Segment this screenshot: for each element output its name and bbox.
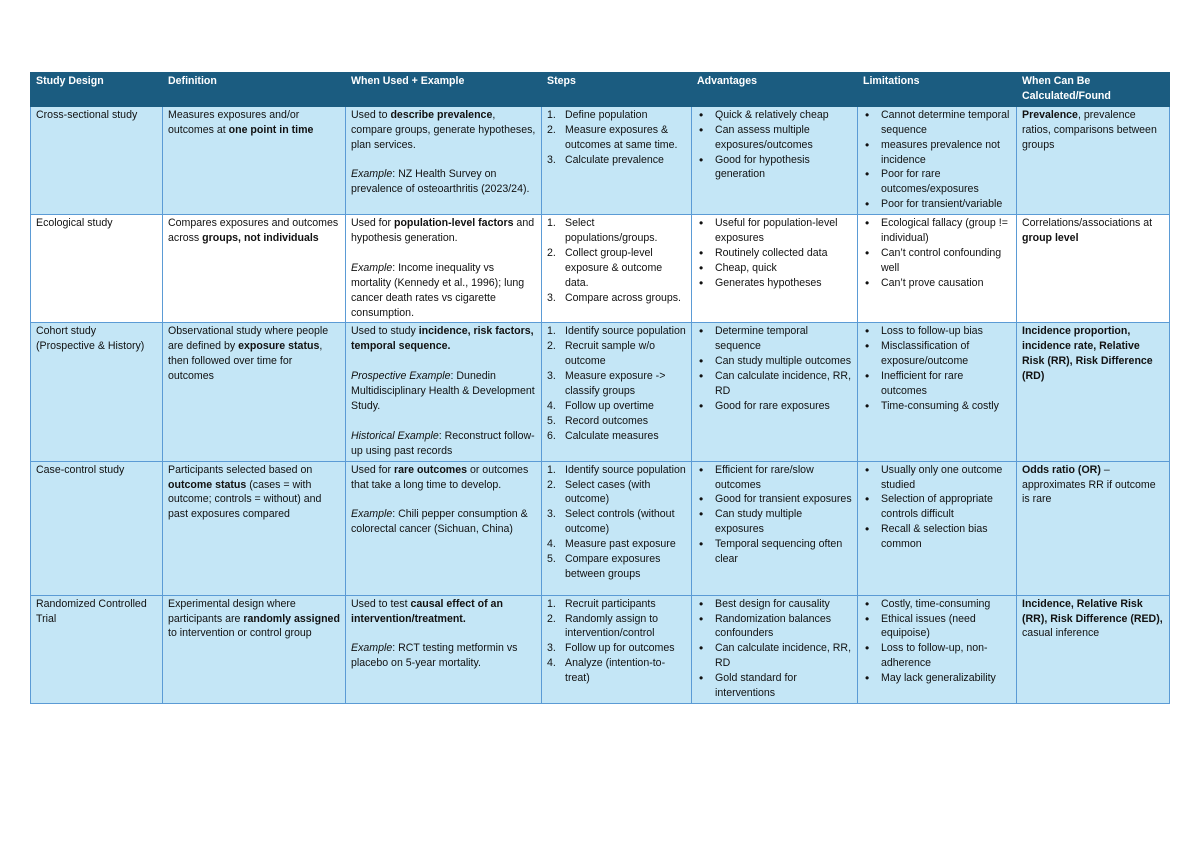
text-run: Incidence, Relative Risk (RR), Risk Difference (RED), — [1022, 597, 1163, 625]
advantage-item: • Good for transient exposures — [697, 492, 852, 507]
text-run: : Reconstruct follow-up using past records — [351, 429, 535, 457]
cell-advantages — [692, 106, 858, 214]
text-run: Example — [351, 261, 393, 274]
step-item — [547, 339, 686, 369]
paragraph — [351, 108, 536, 153]
step-text: Recruit participants — [565, 597, 656, 610]
paragraph — [351, 216, 536, 246]
advantage-item: • Quick & relatively cheap — [697, 108, 852, 123]
advantage-item: • Good for hypothesis generation — [697, 153, 852, 183]
paragraph — [351, 429, 536, 459]
table-row — [31, 215, 1170, 323]
cell-definition — [163, 106, 346, 214]
text-run: one point in time — [228, 123, 314, 136]
table-row — [31, 461, 1170, 595]
cell-study-design: Randomized Controlled Trial — [31, 595, 163, 703]
cell-steps — [542, 323, 692, 461]
step-item — [547, 552, 686, 582]
cell-study-design: Cohort study (Prospective & History) — [31, 323, 163, 461]
step-text: Measure exposure -> classify groups — [565, 370, 666, 398]
advantages-list — [697, 597, 852, 701]
step-item — [547, 108, 686, 123]
step-number: 3. — [547, 370, 556, 383]
paragraph — [351, 463, 536, 493]
text-run: Example — [351, 508, 393, 521]
step-text: Compare across groups. — [565, 291, 681, 304]
cell-advantages — [692, 323, 858, 461]
step-number: 6. — [547, 429, 556, 442]
step-number: 2. — [547, 612, 556, 625]
text-run: Correlations/associations at — [1022, 217, 1153, 230]
text-run: groups, not individuals — [202, 232, 319, 245]
step-item — [547, 291, 686, 306]
text-run: Used for — [351, 217, 394, 230]
step-item — [547, 612, 686, 642]
steps-list — [547, 324, 686, 443]
advantage-item: • Generates hypotheses — [697, 276, 852, 291]
step-text: Randomly assign to intervention/control — [565, 612, 659, 640]
text-run: Measures exposures and/or outcomes at — [168, 108, 300, 136]
step-text: Define population — [565, 108, 648, 121]
limitation-item: • Loss to follow-up, non-adherence — [863, 641, 1011, 671]
cell-when-used — [346, 323, 542, 461]
step-number: 2. — [547, 123, 556, 136]
limitations-list — [863, 324, 1011, 413]
cell-when-used — [346, 215, 542, 323]
header-row — [31, 73, 1170, 107]
cell-when-used — [346, 106, 542, 214]
step-text: Analyze (intention-to-treat) — [565, 657, 666, 685]
step-item — [547, 414, 686, 429]
step-number: 4. — [547, 400, 556, 413]
header-when-used: When Used + Example — [346, 73, 542, 107]
paragraph — [351, 369, 536, 414]
steps-list — [547, 216, 686, 305]
limitation-item: • Selection of appropriate controls difficult — [863, 492, 1011, 522]
cell-limitations — [858, 106, 1017, 214]
step-item — [547, 429, 686, 444]
step-text: Measure exposures & outcomes at same time. — [565, 123, 678, 151]
cell-study-design: Cross-sectional study — [31, 106, 163, 214]
advantage-item: • Can assess multiple exposures/outcomes — [697, 123, 852, 153]
limitation-item: • Can’t control confounding well — [863, 246, 1011, 276]
step-item — [547, 641, 686, 656]
cell-study-design: Case-control study — [31, 461, 163, 595]
cell-steps — [542, 595, 692, 703]
advantage-item: • Can study multiple exposures — [697, 507, 852, 537]
text-run: Historical Example — [351, 429, 439, 442]
text-run: Participants selected based on — [168, 463, 313, 476]
cell-definition — [163, 461, 346, 595]
text-run: Prevalence — [1022, 108, 1078, 121]
advantages-list — [697, 216, 852, 291]
steps-list — [547, 463, 686, 582]
step-text: Follow up overtime — [565, 400, 654, 413]
step-text: Follow up for outcomes — [565, 642, 675, 655]
limitations-list — [863, 463, 1011, 552]
advantage-item: • Cheap, quick — [697, 261, 852, 276]
limitation-item: • Time-consuming & costly — [863, 399, 1011, 414]
step-text: Compare exposures between groups — [565, 553, 661, 580]
text-run: (cases = with outcome; controls = without) and past exposures compared — [168, 478, 322, 521]
step-number: 2. — [547, 478, 556, 491]
limitation-item: • measures prevalence not incidence — [863, 138, 1011, 168]
cell-when-used — [346, 595, 542, 703]
text-run: : Chili pepper consumption & colorectal cancer (Sichuan, China) — [351, 508, 528, 536]
advantage-item: • Best design for causality — [697, 597, 852, 612]
text-run: – approximates RR if outcome is rare — [1022, 463, 1156, 506]
text-run: to intervention or control group — [168, 627, 312, 640]
cell-definition — [163, 595, 346, 703]
limitation-item: • Can’t prove causation — [863, 276, 1011, 291]
text-run: : Income inequality vs mortality (Kennedy et al., 1996); lung cancer death rates vs cigarette consumption. — [351, 261, 525, 319]
advantage-item: • Randomization balances confounders — [697, 612, 852, 642]
header-steps: Steps — [542, 73, 692, 107]
cell-when-calculated — [1017, 323, 1170, 461]
limitation-item: • Recall & selection bias common — [863, 522, 1011, 552]
text-run: rare outcomes — [393, 463, 467, 476]
limitation-item: • May lack generalizability — [863, 671, 1011, 686]
text-run: Compares exposures and outcomes across — [168, 217, 339, 245]
table-body — [31, 106, 1170, 703]
limitations-list — [863, 597, 1011, 686]
limitation-item: • Ethical issues (need equipoise) — [863, 612, 1011, 642]
study-design-table — [30, 72, 1170, 704]
text-run: , then followed over time for outcomes — [168, 340, 323, 383]
step-text: Calculate prevalence — [565, 153, 664, 166]
header-when-calculated: When Can Be Calculated/Found — [1017, 73, 1170, 107]
limitation-item: • Usually only one outcome studied — [863, 463, 1011, 493]
advantage-item: • Can calculate incidence, RR, RD — [697, 641, 852, 671]
advantage-item: • Routinely collected data — [697, 246, 852, 261]
paragraph — [351, 641, 536, 671]
cell-when-used — [346, 461, 542, 595]
step-number: 1. — [547, 108, 556, 121]
text-run: : RCT testing metformin vs placebo on 5-year mortality. — [351, 642, 518, 670]
text-run: randomly assigned — [243, 612, 340, 625]
advantage-item: • Good for rare exposures — [697, 399, 852, 414]
step-text: Select populations/groups. — [565, 217, 658, 245]
header-study-design: Study Design — [31, 73, 163, 107]
step-number: 5. — [547, 414, 556, 427]
text-run: Example — [351, 168, 393, 181]
text-run: Prospective Example — [351, 370, 451, 383]
paragraph — [351, 167, 536, 197]
cell-when-calculated — [1017, 461, 1170, 595]
text-run: outcome status — [168, 478, 247, 491]
paragraph — [351, 597, 536, 627]
text-run: Incidence proportion, incidence rate, Relative Risk (RR), Risk Difference (RD) — [1022, 325, 1153, 383]
step-number: 3. — [547, 508, 556, 521]
text-run: , prevalence ratios, comparisons between groups — [1022, 108, 1157, 151]
paragraph — [351, 324, 536, 354]
text-run: Used to test — [351, 597, 411, 610]
header-advantages: Advantages — [692, 73, 858, 107]
cell-limitations — [858, 323, 1017, 461]
table-row — [31, 323, 1170, 461]
text-run: Experimental design where participants are — [168, 597, 296, 625]
cell-steps — [542, 215, 692, 323]
advantage-item: • Gold standard for interventions — [697, 671, 852, 701]
text-run: exposure status — [238, 340, 320, 353]
step-item — [547, 369, 686, 399]
paragraph — [351, 507, 536, 537]
limitation-item: • Loss to follow-up bias — [863, 324, 1011, 339]
step-text: Calculate measures — [565, 429, 659, 442]
limitations-list — [863, 216, 1011, 291]
step-text: Measure past exposure — [565, 538, 676, 551]
step-item — [547, 153, 686, 168]
step-item — [547, 216, 686, 246]
step-item — [547, 463, 686, 478]
cell-when-calculated — [1017, 595, 1170, 703]
step-number: 3. — [547, 153, 556, 166]
limitation-item: • Cannot determine temporal sequence — [863, 108, 1011, 138]
step-text: Identify source population — [565, 325, 686, 338]
text-run: Odds ratio (OR) — [1022, 463, 1101, 476]
cell-advantages — [692, 215, 858, 323]
limitation-item: • Ecological fallacy (group != individual) — [863, 216, 1011, 246]
steps-list — [547, 108, 686, 168]
step-number: 1. — [547, 217, 556, 230]
advantage-item: • Can study multiple outcomes — [697, 354, 852, 369]
advantage-item: • Useful for population-level exposures — [697, 216, 852, 246]
cell-steps — [542, 461, 692, 595]
cell-steps — [542, 106, 692, 214]
header-definition: Definition — [163, 73, 346, 107]
text-run: : NZ Health Survey on prevalence of osteoarthritis (2023/24). — [351, 168, 530, 196]
limitation-item: • Costly, time-consuming — [863, 597, 1011, 612]
limitation-item: • Poor for transient/variable — [863, 197, 1011, 212]
text-run: Observational study where people are defined by — [168, 325, 329, 353]
step-item — [547, 507, 686, 537]
step-number: 3. — [547, 291, 556, 304]
paragraph — [351, 261, 536, 321]
step-number: 3. — [547, 642, 556, 655]
step-number: 4. — [547, 538, 556, 551]
cell-limitations — [858, 461, 1017, 595]
advantage-item: • Determine temporal sequence — [697, 324, 852, 354]
step-text: Recruit sample w/o outcome — [565, 340, 656, 368]
limitation-item: • Misclassification of exposure/outcome — [863, 339, 1011, 369]
step-item — [547, 399, 686, 414]
text-run: : Dunedin Multidisciplinary Health & Development Study. — [351, 370, 535, 412]
cell-limitations — [858, 595, 1017, 703]
step-number: 4. — [547, 657, 556, 670]
step-item — [547, 478, 686, 508]
cell-definition — [163, 215, 346, 323]
advantage-item: • Can calculate incidence, RR, RD — [697, 369, 852, 399]
text-run: , compare groups, generate hypotheses, plan services. — [351, 108, 536, 151]
table-row — [31, 595, 1170, 703]
text-run: and hypothesis generation. — [351, 217, 535, 245]
advantages-list — [697, 324, 852, 413]
step-text: Identify source population — [565, 463, 686, 476]
step-item — [547, 123, 686, 153]
step-number: 5. — [547, 553, 556, 566]
text-run: Used to — [351, 108, 391, 121]
step-text: Select cases (with outcome) — [565, 478, 651, 506]
text-run: describe prevalence — [390, 108, 493, 121]
advantages-list — [697, 108, 852, 183]
text-run: Used to study — [351, 325, 419, 338]
text-run: casual inference — [1022, 627, 1100, 640]
limitations-list — [863, 108, 1011, 212]
text-run: group level — [1022, 232, 1079, 245]
cell-advantages — [692, 461, 858, 595]
text-run: Example — [351, 642, 393, 655]
cell-advantages — [692, 595, 858, 703]
step-text: Record outcomes — [565, 414, 649, 427]
text-run: Used for — [351, 463, 394, 476]
header-limitations: Limitations — [858, 73, 1017, 107]
text-run: population-level factors — [393, 217, 514, 230]
step-item — [547, 246, 686, 291]
step-number: 1. — [547, 597, 556, 610]
step-number: 1. — [547, 463, 556, 476]
step-number: 1. — [547, 325, 556, 338]
step-item — [547, 656, 686, 686]
step-number: 2. — [547, 340, 556, 353]
advantage-item: • Temporal sequencing often clear — [697, 537, 852, 567]
cell-when-calculated — [1017, 215, 1170, 323]
table-row — [31, 106, 1170, 214]
text-run: or outcomes that take a long time to develop. — [351, 463, 529, 491]
text-run: incidence, risk factors, temporal sequence. — [351, 325, 534, 353]
limitation-item: • Poor for rare outcomes/exposures — [863, 167, 1011, 197]
cell-when-calculated — [1017, 106, 1170, 214]
step-item — [547, 597, 686, 612]
limitation-item: • Inefficient for rare outcomes — [863, 369, 1011, 399]
advantages-list — [697, 463, 852, 567]
steps-list — [547, 597, 686, 686]
cell-definition — [163, 323, 346, 461]
advantage-item: • Efficient for rare/slow outcomes — [697, 463, 852, 493]
text-run: causal effect of an intervention/treatment. — [351, 597, 503, 625]
cell-limitations — [858, 215, 1017, 323]
step-item — [547, 324, 686, 339]
step-text: Collect group-level exposure & outcome data. — [565, 246, 663, 289]
step-item — [547, 537, 686, 552]
step-text: Select controls (without outcome) — [565, 508, 675, 536]
cell-study-design: Ecological study — [31, 215, 163, 323]
step-number: 2. — [547, 246, 556, 259]
